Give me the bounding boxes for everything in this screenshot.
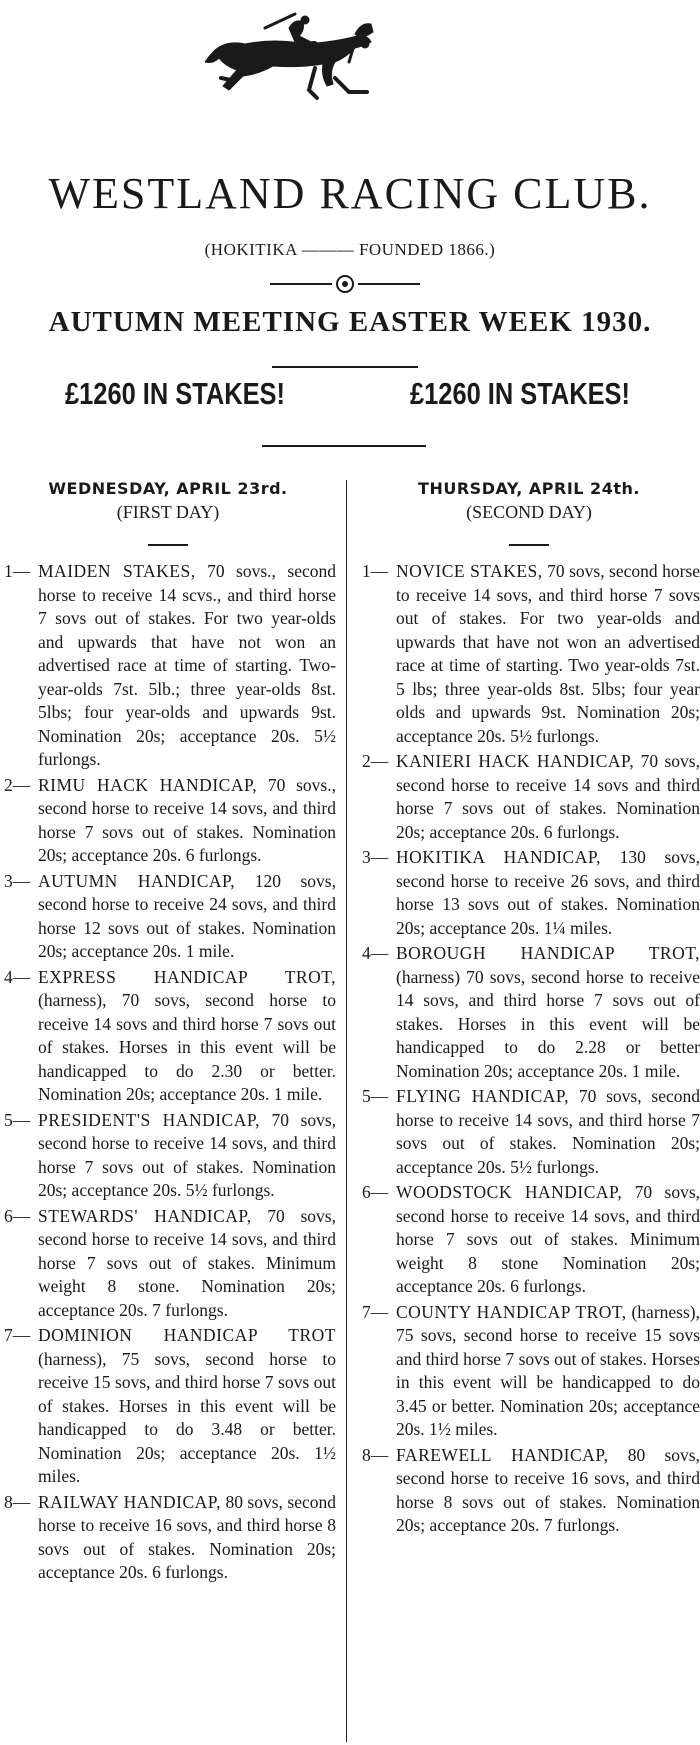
day-heading: WEDNESDAY, APRIL 23rd.: [48, 479, 288, 498]
race-conditions: 70 sovs, second horse to receive 14 sovs, and third horse 7 sovs out of stakes. Minimum weight 8 stone Nomination 20s; acceptance 20s. 6 furlongs.: [396, 1182, 700, 1296]
racehorse-jockey-logo: [205, 8, 415, 118]
race-name: MAIDEN STAKES,: [38, 561, 196, 581]
day-column-second: [358, 478, 700, 1540]
day-subtitle: (FIRST DAY): [116, 502, 220, 522]
race-conditions: 80 sovs, second horse to receive 16 sovs, and third horse 8 sovs out of stakes. Nomination 20s; acceptance 20s. 6 furlongs.: [38, 1491, 337, 1582]
race-name: DOMINION HANDICAP TROT: [38, 1325, 336, 1345]
race-number: 7—: [362, 1301, 389, 1322]
race-conditions: 70 sovs, second horse to receive 14 sovs, and third horse 7 sovs out of stakes. Nomination 20s; acceptance 20s. 5½ furlongs.: [38, 1109, 337, 1200]
founded-line: (HOKITIKA ——— FOUNDED 1866.): [204, 240, 496, 259]
day-rule: [509, 544, 549, 546]
stakes-rule: [262, 445, 426, 447]
race-entry: [358, 1181, 700, 1299]
race-number: 4—: [362, 943, 389, 963]
race-number: 1—: [4, 561, 31, 581]
race-name: KANIERI HACK HANDICAP,: [396, 751, 635, 771]
race-conditions: 70 sovs., second horse to receive 14 scvs., and third horse 7 sovs out of stakes. For two year-olds and upwards that have not won an advertised race at time of starting. Two-year-olds 7st. 5lb.; three year-olds 8st. 5lbs; four year-olds and upwards 9st. Nomination 20s; acceptance 20s. 5½ furlongs.: [38, 561, 336, 769]
race-conditions: 70 sovs, second horse to receive 14 sovs and third horse 7 sovs out of stakes. Nomination 20s; acceptance 20s. 6 furlongs.: [396, 751, 700, 842]
race-name: RIMU HACK HANDICAP,: [38, 774, 258, 795]
meeting-rule: [272, 366, 418, 368]
race-number: 2—: [362, 751, 389, 771]
race-name: HOKITIKA HANDICAP,: [396, 847, 602, 867]
race-entry: [0, 870, 336, 964]
race-name: NOVICE STAKES,: [396, 561, 543, 581]
ornament-divider: [270, 272, 420, 296]
race-number: 5—: [4, 1109, 31, 1130]
race-number: 3—: [4, 870, 31, 891]
race-entry: [0, 1109, 336, 1203]
meeting-title: AUTUMN MEETING EASTER WEEK 1930.: [48, 306, 652, 338]
race-entry: [0, 966, 336, 1107]
race-conditions: 70 sovs., second horse to receive 14 sovs, and third horse 7 sovs out of stakes. Nomination 20s; acceptance 20s. 6 furlongs.: [38, 774, 336, 865]
race-entry: [358, 846, 700, 940]
race-number: 6—: [4, 1205, 31, 1226]
race-number: 2—: [4, 774, 31, 795]
race-entry: [358, 1444, 700, 1538]
race-name: PRESIDENT'S HANDICAP,: [38, 1109, 261, 1130]
race-number: 8—: [4, 1491, 31, 1512]
race-number: 6—: [362, 1182, 389, 1202]
race-entry: [358, 750, 700, 844]
race-name: WOODSTOCK HANDICAP,: [396, 1182, 623, 1202]
club-title: WESTLAND RACING CLUB.: [48, 169, 652, 218]
race-number: 3—: [362, 847, 389, 867]
race-entry: [0, 1491, 336, 1585]
race-entry: [0, 1324, 336, 1489]
race-number: 1—: [362, 561, 389, 581]
race-name: RAILWAY HANDICAP,: [38, 1491, 221, 1512]
race-name: COUNTY HANDICAP TROT,: [396, 1301, 627, 1322]
race-conditions: 80 sovs, second horse to receive 16 sovs, and third horse 8 sovs out of stakes. Nomination 20s; acceptance 20s. 7 furlongs.: [396, 1444, 700, 1535]
race-entry: [0, 560, 336, 772]
race-entry: [358, 1085, 700, 1179]
day-rule: [148, 544, 188, 546]
race-conditions: 130 sovs, second horse to receive 26 sovs, and third horse 13 sovs out of stakes. Nomination 20s; acceptance 20s. 1¼ miles.: [396, 847, 700, 938]
race-name: FLYING HANDICAP,: [396, 1086, 570, 1106]
race-entry: [358, 1301, 700, 1442]
column-divider: [346, 480, 347, 1742]
stakes-right: £1260 IN STAKES!: [410, 376, 630, 411]
race-conditions: (harness), 75 sovs, second horse to receive 15 sovs and third horse 7 sovs out of stakes. Horses in this event will be handicapped to do 3.45 or better. Nomination 20s; acceptance 20s. 1½ miles.: [396, 1301, 700, 1439]
race-conditions: (harness) 70 sovs, second horse to receive 14 sovs, and third horse 7 sovs out of stakes. Horses in this event will be handicapped to do 2.28 or better Nomination 20s; acceptance 20s. 1 mile.: [396, 966, 700, 1081]
race-conditions: (harness), 70 sovs, second horse to receive 14 sovs and third horse 7 sovs out of stakes. Horses in this event will be handicapped to do 2.30 or better. Nomination 20s; acceptance 20s. 1 mile.: [38, 990, 336, 1104]
race-number: 8—: [362, 1444, 389, 1465]
race-entry: [0, 774, 336, 868]
race-entry: [0, 1205, 336, 1323]
race-name: BOROUGH HANDICAP TROT,: [396, 943, 700, 963]
race-number: 4—: [4, 966, 31, 987]
race-conditions: (harness), 75 sovs, second horse to receive 15 sovs, and third horse 7 sovs out of stakes. Horses in this event will be handicapped to do 3.48 or better. Nomination 20s; acceptance 20s. 1½ miles.: [38, 1348, 336, 1486]
race-conditions: 70 sovs, second horse to receive 14 sovs, and third horse 7 sovs out of stakes. Nomination 20s; acceptance 20s. 5½ furlongs.: [396, 1086, 700, 1177]
race-entry: [358, 560, 700, 748]
race-conditions: 120 sovs, second horse to receive 24 sovs, and third horse 12 sovs out of stakes. Nomination 20s; acceptance 20s. 1 mile.: [38, 870, 336, 961]
race-conditions: 70 sovs, second horse to receive 14 sovs, and third horse 7 sovs out of stakes. Minimum weight 8 stone. Nomination 20s; acceptance 20s. 7 furlongs.: [38, 1205, 336, 1320]
race-name: AUTUMN HANDICAP,: [38, 870, 236, 891]
day-subtitle: (SECOND DAY): [466, 502, 592, 522]
race-conditions: 70 sovs, second horse to receive 14 sovs, and third horse 7 sovs out of stakes. For two year-olds and upwards that have not won an advertised race at time of starting. Two year-olds 7st. 5 lbs; three year-olds 8st. 5lbs; four year olds and upwards 9st. Nomination 20s; acceptance 20s. 5½ furlongs.: [396, 561, 700, 746]
race-name: FAREWELL HANDICAP,: [396, 1444, 609, 1465]
race-entry: [358, 942, 700, 1083]
race-number: 5—: [362, 1086, 389, 1106]
race-name: EXPRESS HANDICAP TROT,: [38, 966, 336, 987]
race-name: STEWARDS' HANDICAP,: [38, 1205, 252, 1226]
stakes-left: £1260 IN STAKES!: [65, 376, 285, 411]
race-number: 7—: [4, 1325, 31, 1345]
day-column-first: [0, 478, 336, 1587]
day-heading: THURSDAY, APRIL 24th.: [418, 479, 640, 498]
